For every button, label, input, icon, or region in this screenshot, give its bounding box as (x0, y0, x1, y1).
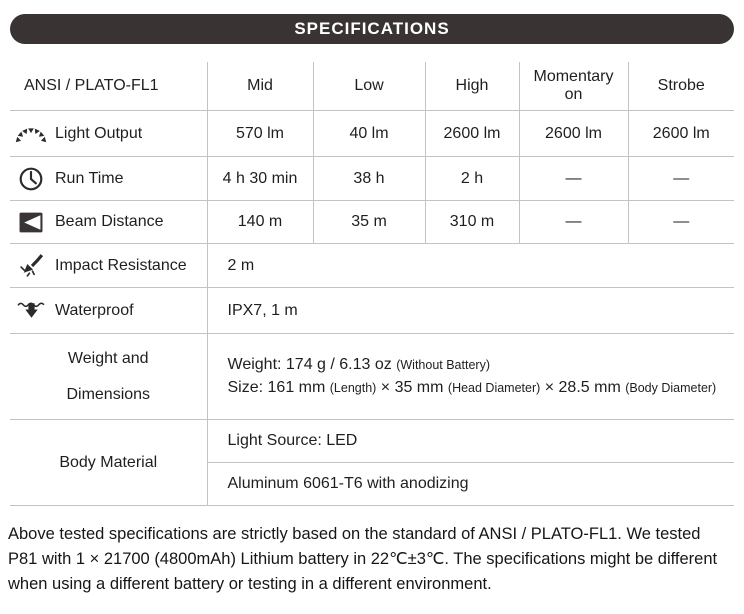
beam-distance-label: Beam Distance (55, 213, 164, 230)
beam-distance-strobe: — (628, 201, 734, 244)
light-output-icon (16, 122, 46, 146)
run-time-label: Run Time (55, 169, 124, 187)
run-time-strobe: — (628, 157, 734, 201)
run-time-mid: 4 h 30 min (207, 157, 313, 201)
footer-disclaimer: Above tested specifications are strictly based on the standard of ANSI / PLATO-FL1. We tested P81 with 1 × 21700 (4800mAh) Lithium battery in 22℃±3℃. The specifications might be different when using a different battery or testing in a different environment. (8, 525, 718, 593)
column-header-high: High (425, 62, 519, 111)
light-output-momentary: 2600 lm (519, 111, 628, 157)
beam-distance-momentary: — (519, 201, 628, 244)
impact-resistance-row (10, 244, 734, 288)
run-time-high: 2 h (425, 157, 519, 201)
beam-distance-mid: 140 m (207, 201, 313, 244)
weight-value: Weight: 174 g / 6.13 oz (Without Battery) (227, 356, 490, 373)
body-material-row-1 (10, 420, 734, 463)
page-title: SPECIFICATIONS (294, 19, 450, 38)
specifications-header-bar (10, 14, 734, 44)
light-output-strobe: 2600 lm (628, 111, 734, 157)
column-header-low: Low (313, 62, 425, 111)
impact-resistance-label: Impact Resistance (55, 256, 187, 274)
light-output-label: Light Output (55, 124, 143, 142)
waterproof-row (10, 288, 734, 334)
waterproof-value: IPX7, 1 m (207, 288, 734, 334)
impact-resistance-value: 2 m (207, 244, 734, 288)
column-header-strobe: Strobe (628, 62, 734, 111)
waterproof-label: Waterproof (55, 301, 134, 319)
waterproof-icon (16, 298, 46, 323)
weight-dimensions-label: Weight and Dimensions (10, 334, 207, 420)
beam-distance-icon (16, 212, 46, 233)
impact-resistance-icon (16, 253, 46, 278)
column-header-momentary-on: Momentary on (519, 62, 628, 111)
beam-distance-row (10, 201, 734, 244)
column-header-mid: Mid (207, 62, 313, 111)
light-output-high: 2600 lm (425, 111, 519, 157)
table-header-row (10, 62, 734, 111)
material-value: Aluminum 6061-T6 with anodizing (207, 463, 734, 506)
light-output-row (10, 111, 734, 157)
run-time-momentary: — (519, 157, 628, 201)
light-output-low: 40 lm (313, 111, 425, 157)
weight-dimensions-row (10, 334, 734, 420)
size-value: Size: 161 mm (Length) × 35 mm (Head Diameter) × 28.5 mm (Body Diameter) (227, 379, 717, 396)
run-time-row (10, 157, 734, 201)
beam-distance-high: 310 m (425, 201, 519, 244)
run-time-low: 38 h (313, 157, 425, 201)
body-material-label: Body Material (10, 420, 207, 506)
light-output-mid: 570 lm (207, 111, 313, 157)
light-source-value: Light Source: LED (207, 420, 734, 463)
column-header-standard: ANSI / PLATO-FL1 (10, 62, 207, 111)
specifications-table (10, 62, 734, 506)
run-time-icon (16, 166, 46, 192)
beam-distance-low: 35 m (313, 201, 425, 244)
